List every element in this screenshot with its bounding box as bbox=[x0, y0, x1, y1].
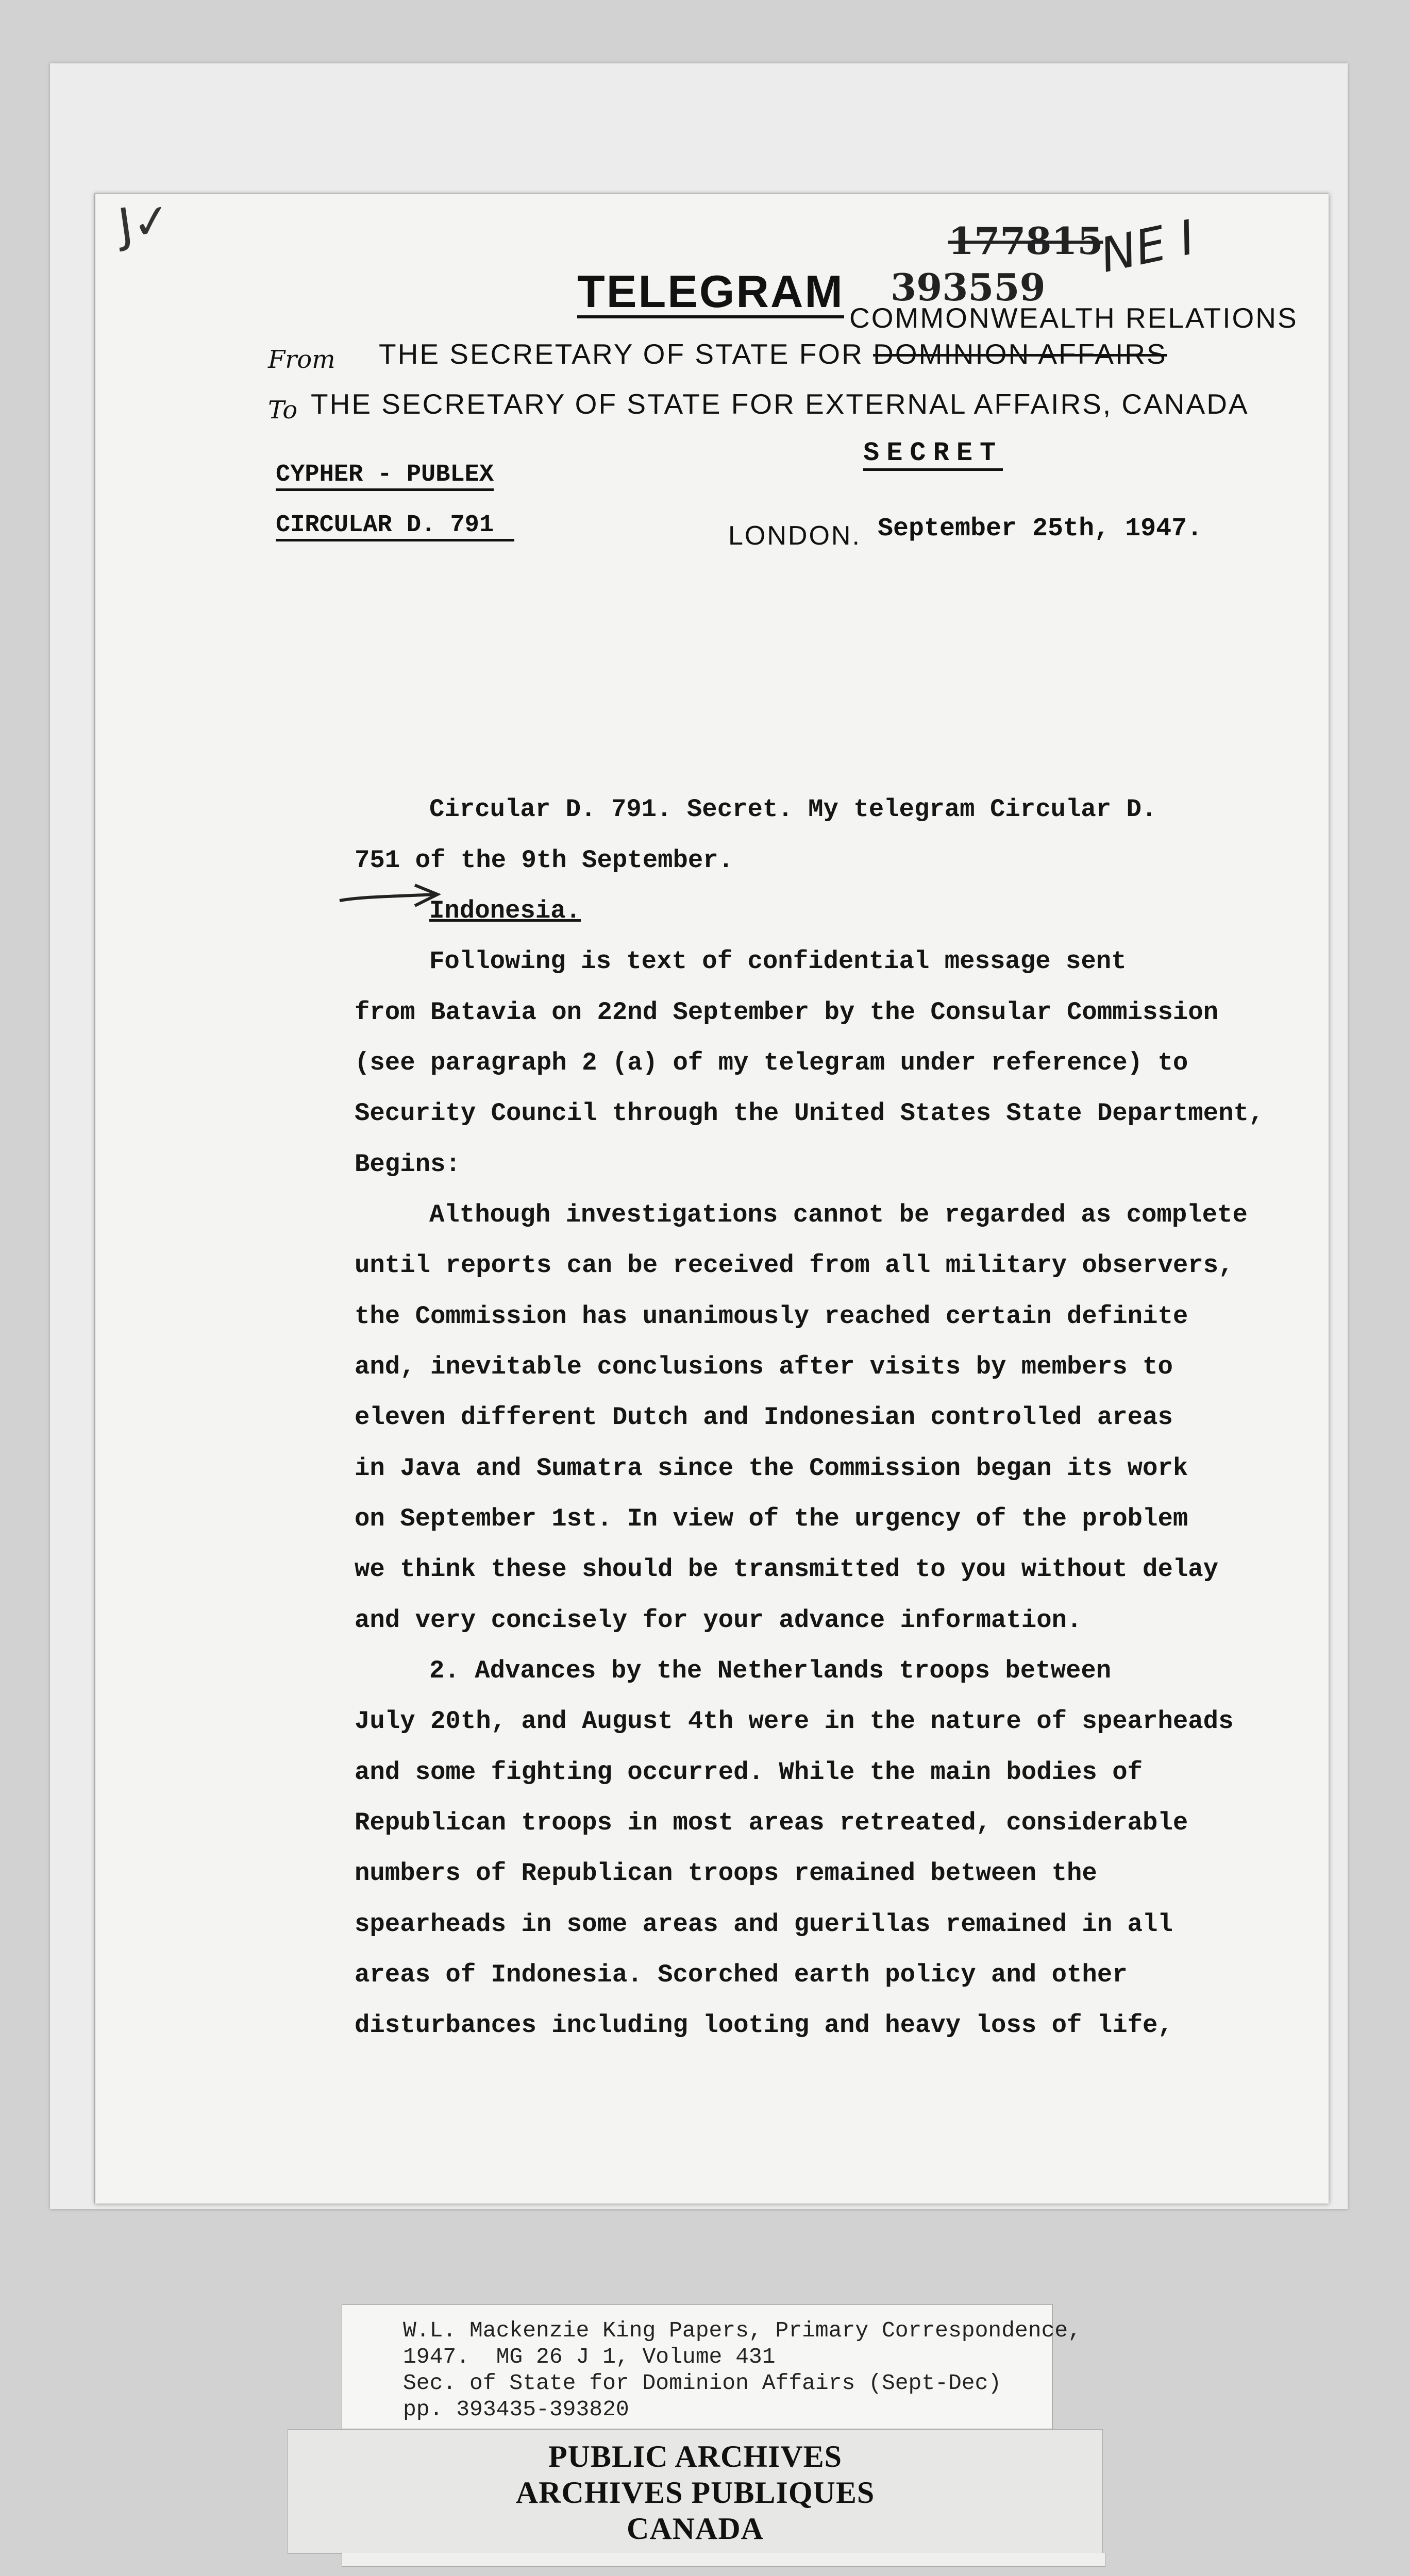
document-number: 393559 bbox=[891, 265, 1046, 309]
body-line: Following is text of confidential message sent bbox=[429, 947, 1127, 976]
body-line: in Java and Sumatra since the Commission began its work bbox=[355, 1454, 1188, 1483]
stamp-line-canada: CANADA bbox=[627, 2512, 764, 2546]
body-line: Although investigations cannot be regarded as complete bbox=[429, 1200, 1248, 1229]
handwritten-tick-marks: J✓ bbox=[115, 192, 175, 253]
body-line: until reports can be received from all military observers, bbox=[355, 1251, 1234, 1280]
place-london: LONDON. bbox=[728, 521, 861, 551]
section-heading-indonesia: Indonesia. bbox=[429, 896, 581, 925]
struck-dominion-affairs: DOMINION AFFAIRS bbox=[873, 338, 1167, 370]
archive-label-line: Sec. of State for Dominion Affairs (Sept-Dec) bbox=[403, 2370, 1002, 2396]
to-label: To bbox=[268, 396, 298, 425]
body-line: we think these should be transmitted to you without delay bbox=[355, 1555, 1219, 1584]
from-line bbox=[379, 337, 1167, 370]
body-line: July 20th, and August 4th were in the nature of spearheads bbox=[355, 1707, 1234, 1736]
body-line: spearheads in some areas and guerillas remained in all bbox=[355, 1910, 1173, 1939]
archive-label-line: W.L. Mackenzie King Papers, Primary Correspondence, bbox=[403, 2318, 1082, 2343]
from-label: From bbox=[268, 345, 335, 374]
telegram-page bbox=[94, 193, 1329, 2204]
handwritten-arrow-icon bbox=[338, 881, 441, 912]
body-line: Republican troops in most areas retreated, considerable bbox=[355, 1808, 1188, 1837]
body-line: Begins: bbox=[355, 1150, 461, 1179]
body-line: and, inevitable conclusions after visits by members to bbox=[355, 1352, 1173, 1381]
from-text: THE SECRETARY OF STATE FOR bbox=[379, 338, 874, 370]
body-line: from Batavia on 22nd September by the Consular Commission bbox=[355, 998, 1219, 1027]
body-line: eleven different Dutch and Indonesian controlled areas bbox=[355, 1403, 1173, 1432]
body-line: on September 1st. In view of the urgency of the problem bbox=[355, 1504, 1188, 1533]
telegram-date: September 25th, 1947. bbox=[878, 514, 1203, 544]
body-line: the Commission has unanimously reached certain definite bbox=[355, 1302, 1188, 1331]
inserted-commonwealth-relations: COMMONWEALTH RELATIONS bbox=[849, 302, 1298, 334]
label-bottom-strip bbox=[342, 2553, 1105, 2567]
stamp-line-public-archives: PUBLIC ARCHIVES bbox=[548, 2439, 843, 2473]
public-archives-stamp bbox=[288, 2429, 1103, 2554]
body-line: areas of Indonesia. Scorched earth policy and other bbox=[355, 1960, 1128, 1989]
body-line: 751 of the 9th September. bbox=[355, 846, 734, 875]
secret-classification: SECRET bbox=[863, 438, 1003, 471]
body-line: 2. Advances by the Netherlands troops between bbox=[429, 1656, 1112, 1685]
struck-document-number: 177815 bbox=[948, 219, 1103, 263]
body-line: Security Council through the United States State Department, bbox=[355, 1099, 1264, 1128]
body-line: numbers of Republican troops remained between the bbox=[355, 1859, 1097, 1888]
telegram-title: TELEGRAM bbox=[577, 268, 844, 318]
body-line: (see paragraph 2 (a) of my telegram under reference) to bbox=[355, 1048, 1188, 1077]
body-line: and some fighting occurred. While the main bodies of bbox=[355, 1758, 1143, 1787]
stamp-line-archives-publiques: ARCHIVES PUBLIQUES bbox=[515, 2476, 875, 2510]
archive-label-line: pp. 393435-393820 bbox=[403, 2397, 629, 2422]
handwritten-note: NE I bbox=[1095, 210, 1200, 283]
archive-label-card bbox=[342, 2304, 1082, 2429]
cypher-label: CYPHER - PUBLEX bbox=[276, 461, 494, 491]
body-line: disturbances including looting and heavy loss of life, bbox=[355, 2011, 1173, 2040]
body-line: Circular D. 791. Secret. My telegram Circular D. bbox=[429, 795, 1157, 824]
archive-label-line: 1947. MG 26 J 1, Volume 431 bbox=[403, 2344, 776, 2369]
circular-reference: CIRCULAR D. 791 bbox=[276, 512, 514, 541]
body-line: and very concisely for your advance information. bbox=[355, 1606, 1082, 1635]
archive-label-text bbox=[403, 2317, 1081, 2422]
to-text: THE SECRETARY OF STATE FOR EXTERNAL AFFAIRS, CANADA bbox=[311, 388, 1249, 420]
